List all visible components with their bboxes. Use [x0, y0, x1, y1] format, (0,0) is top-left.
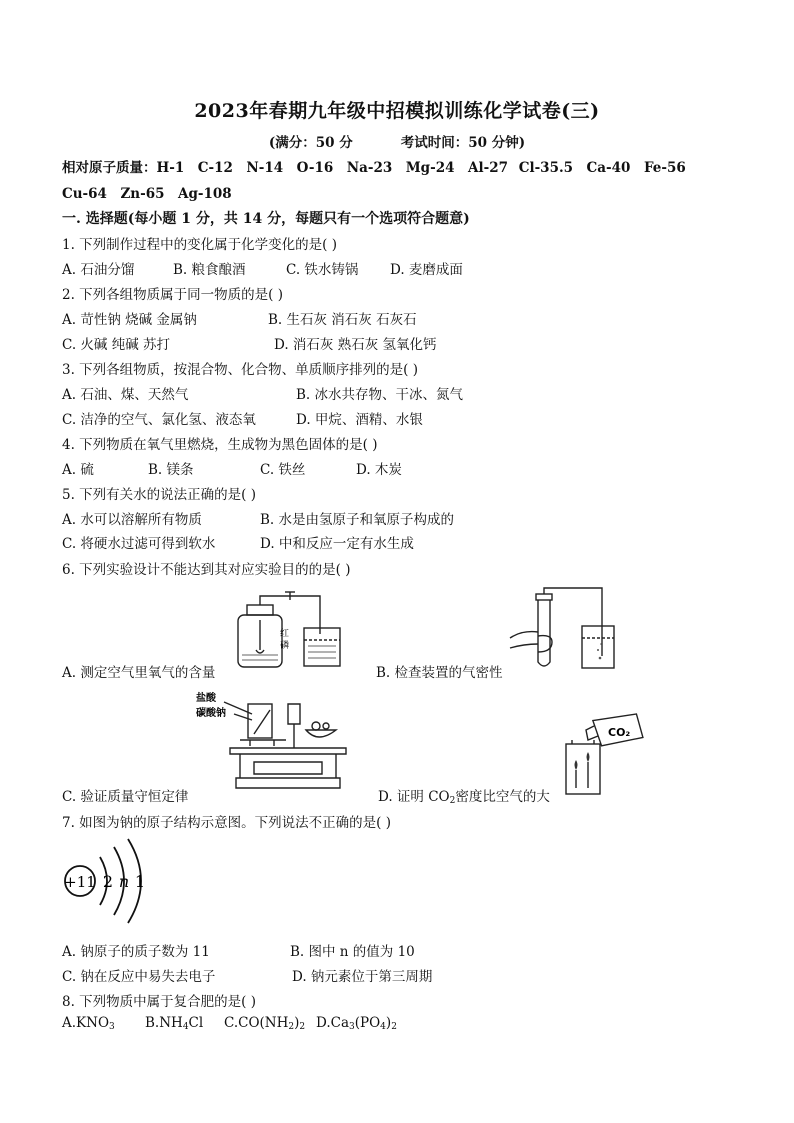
section-heading: 一. 选择题(每小题 1 分，共 14 分，每题只有一个选项符合题意) — [62, 211, 470, 227]
q1-stem: 1. 下列制作过程中的变化属于化学变化的是( ) — [62, 237, 337, 253]
q4-stem: 4. 下列物质在氧气里燃烧，生成物为黑色固体的是( ) — [62, 437, 378, 453]
q2-option-b: B. 生石灰 消石灰 石灰石 — [268, 312, 417, 328]
q7-option-b: B. 图中 n 的值为 10 — [290, 944, 415, 960]
q1-option-d: D. 麦磨成面 — [390, 262, 463, 278]
q8-option-c-text: C.CO(NH — [224, 1015, 289, 1031]
q8-option-a-text: A.KNO — [62, 1015, 110, 1031]
q7-option-d: D. 钠元素位于第三周期 — [292, 969, 433, 985]
q8-stem: 8. 下列物质中属于复合肥的是( ) — [62, 994, 256, 1010]
q6-option-d-text-end: 密度比空气的大 — [455, 789, 550, 805]
atomic-masses-line2: Cu-64 Zn-65 Ag-108 — [62, 186, 232, 202]
q7-stem: 7. 如图为钠的原子结构示意图。下列说法不正确的是( ) — [62, 815, 391, 831]
q8-option-b — [145, 1015, 203, 1032]
q5-option-c: C. 将硬水过滤可得到软水 — [62, 536, 216, 552]
atom-shell-3-electrons: 1 — [134, 872, 146, 891]
q8-option-d-subscript-2: 4 — [380, 1022, 386, 1032]
q8-option-c-subscript: 2 — [288, 1022, 295, 1032]
q1-option-b: B. 粮食酿酒 — [173, 262, 246, 278]
q4-option-c: C. 铁丝 — [260, 462, 306, 478]
q4-option-b: B. 镁条 — [148, 462, 194, 478]
q8-option-d-text: D.Ca — [316, 1015, 350, 1031]
q2-option-c: C. 火碱 纯碱 苏打 — [62, 337, 171, 353]
oxygen-measurement-apparatus-figure — [230, 590, 350, 670]
q3-option-c: C. 洁净的空气、氯化氢、液态氧 — [62, 412, 256, 428]
red-phosphorus-label-2: 磷 — [280, 641, 290, 651]
q4-option-d: D. 木炭 — [356, 462, 402, 478]
q5-stem: 5. 下列有关水的说法正确的是( ) — [62, 487, 256, 503]
q1-option-c: C. 铁水铸锅 — [286, 262, 359, 278]
q6-stem: 6. 下列实验设计不能达到其对应实验目的的是( ) — [62, 562, 351, 578]
q4-option-a: A. 硫 — [62, 462, 94, 478]
q6-option-d-text: D. 证明 CO — [378, 789, 450, 805]
q8-option-b-text: B.NH — [145, 1015, 183, 1031]
full-score: (满分：50 分 — [268, 135, 353, 151]
q7-option-c: C. 钠在反应中易失去电子 — [62, 969, 216, 985]
q2-stem: 2. 下列各组物质属于同一物质的是( ) — [62, 287, 283, 303]
q6-option-c: C. 验证质量守恒定律 — [62, 789, 189, 805]
airtightness-check-figure — [508, 586, 618, 672]
atomic-masses-line1: 相对原子质量：H-1 C-12 N-14 O-16 Na-23 Mg-24 Al-27 Cl-35.5 Ca-40 Fe-56 — [62, 160, 686, 176]
exam-subtitle — [0, 131, 794, 151]
q8-option-d-subscript: 3 — [349, 1022, 355, 1032]
atom-shell-1-electrons: 2 — [102, 872, 114, 891]
q5-option-b: B. 水是由氢原子和氧原子构成的 — [260, 512, 455, 528]
q8-option-c-text-mid: ) — [294, 1015, 300, 1031]
q8-option-a-subscript: 3 — [109, 1022, 115, 1032]
q6-option-d-subscript: 2 — [449, 796, 456, 806]
balance-experiment-figure — [194, 690, 364, 794]
atom-shell-2-electrons: n — [118, 872, 130, 891]
q8-option-b-subscript: 4 — [182, 1022, 189, 1032]
q8-option-c — [224, 1015, 305, 1032]
q6-option-d — [378, 785, 550, 806]
q2-option-a: A. 苛性钠 烧碱 金属钠 — [62, 312, 197, 328]
q8-option-d-text-mid: (PO — [354, 1015, 381, 1031]
q8-option-d — [316, 1015, 397, 1032]
q3-stem: 3. 下列各组物质，按混合物、化合物、单质顺序排列的是( ) — [62, 362, 418, 378]
q5-option-a: A. 水可以溶解所有物质 — [62, 512, 202, 528]
q3-option-d: D. 甲烷、酒精、水银 — [296, 412, 423, 428]
exam-time: 考试时间：50 分钟) — [400, 135, 526, 151]
hydrochloric-acid-label: 盐酸 — [196, 693, 216, 704]
co2-density-figure — [560, 712, 648, 798]
q8-option-a — [62, 1015, 115, 1032]
q8-option-c-subscript-2: 2 — [299, 1022, 306, 1032]
q2-option-d: D. 消石灰 熟石灰 氢氧化钙 — [274, 337, 437, 353]
sodium-atom-structure-figure — [62, 835, 158, 931]
q7-option-a: A. 钠原子的质子数为 11 — [62, 944, 210, 960]
sodium-carbonate-label: 碳酸钠 — [196, 708, 226, 719]
q3-option-b: B. 冰水共存物、干冰、氮气 — [296, 387, 464, 403]
atom-nucleus-charge: +11 — [64, 873, 96, 891]
q8-option-d-text-end: ) — [385, 1015, 392, 1031]
red-phosphorus-label-1: 红 — [280, 629, 290, 639]
q5-option-d: D. 中和反应一定有水生成 — [260, 536, 414, 552]
q3-option-a: A. 石油、煤、天然气 — [62, 387, 189, 403]
q8-option-d-subscript-3: 2 — [391, 1022, 397, 1032]
q1-option-a: A. 石油分馏 — [62, 262, 135, 278]
co2-bottle-label: CO₂ — [608, 726, 631, 739]
exam-title: 2023年春期九年级中招模拟训练化学试卷(三) — [194, 100, 600, 122]
q6-option-b: B. 检查装置的气密性 — [376, 665, 503, 681]
q6-option-a: A. 测定空气里氧气的含量 — [62, 665, 216, 681]
q8-option-b-text-end: Cl — [188, 1015, 204, 1031]
